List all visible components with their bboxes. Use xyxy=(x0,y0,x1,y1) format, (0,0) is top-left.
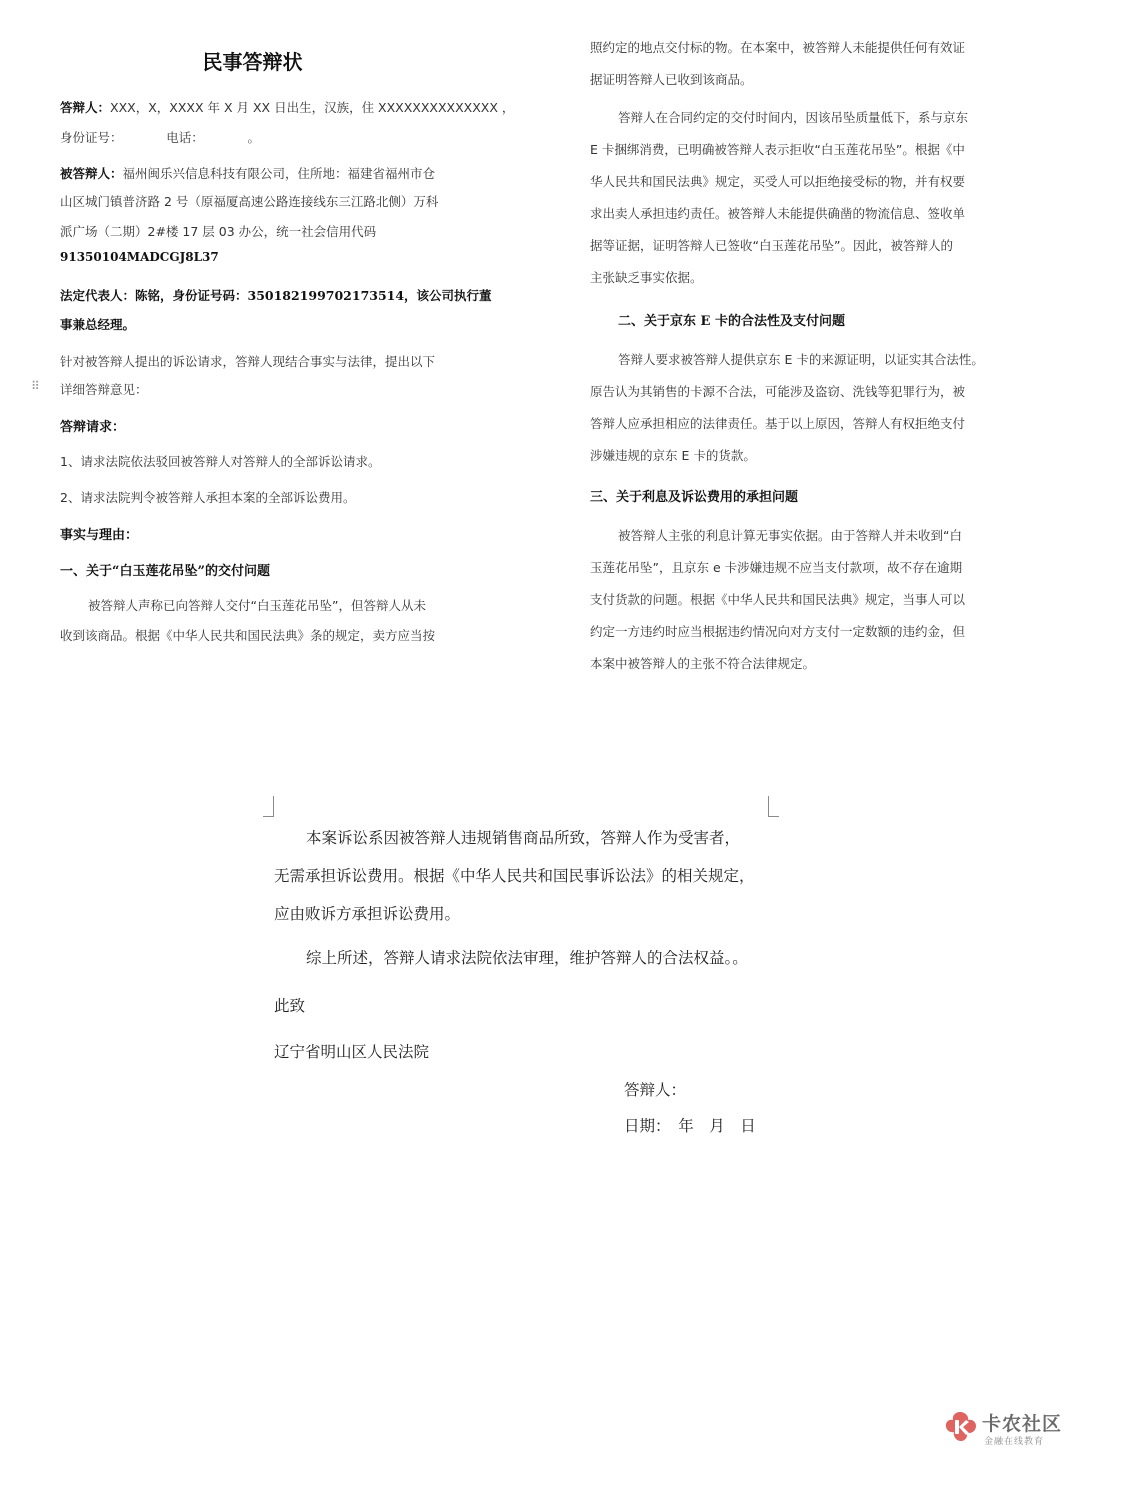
watermark-title: 卡农社区 xyxy=(982,1413,1063,1435)
section-3-line-1: 被答辩人主张的利息计算无事实依据。由于答辩人并未收到“白 xyxy=(618,528,962,543)
section-2-line-4: 涉嫌违规的京东 E 卡的货款。 xyxy=(590,448,756,463)
intro-line-2: 详细答辩意见： xyxy=(60,382,148,397)
intro-line-1: 针对被答辩人提出的诉讼请求，答辩人现结合事实与法律，提出以下 xyxy=(60,354,436,369)
para2-line-5: 据等证据，证明答辩人已签收“白玉莲花吊坠”。因此，被答辩人的 xyxy=(590,238,953,253)
kanong-logo-icon xyxy=(944,1410,978,1444)
plaintiff-info: 福州闽乐兴信息科技有限公司，住所地：福建省福州市仓 xyxy=(122,166,436,181)
section-2-line-1: 答辩人要求被答辩人提供京东 E 卡的来源证明，以证实其合法性。 xyxy=(618,352,984,367)
section-3-line-4: 约定一方违约时应当根据违约情况向对方支付一定数额的违约金，但 xyxy=(590,624,966,639)
legal-representative-line-1: 法定代表人：陈铭，身份证号码：350182199702173514，该公司执行董 xyxy=(60,288,492,303)
para2-line-6: 主张缺乏事实依据。 xyxy=(590,270,703,285)
para2-line-2: E 卡捆绑消费，已明确被答辩人表示拒收“白玉莲花吊坠”。根据《中 xyxy=(590,142,965,157)
plaintiff-address-2: 派广场（二期）2#楼 17 层 03 办公，统一社会信用代码 xyxy=(60,224,377,239)
requests-heading: 答辩请求： xyxy=(60,420,126,435)
page2-signature: 答辩人： xyxy=(624,1081,687,1099)
para2-line-1: 答辩人在合同约定的交付时间内，因该吊坠质量低下，系与京东 xyxy=(618,110,969,125)
watermark-subtitle: 金融在线教育 xyxy=(984,1437,1045,1447)
crop-mark-left xyxy=(263,796,274,817)
request-item-1: 1、请求法院依法驳回被答辩人对答辩人的全部诉讼请求。 xyxy=(60,454,381,469)
respondent-info: XXX，X，XXXX 年 X 月 XX 日出生，汉族，住 XXXXXXXXXXXXXX ， xyxy=(110,100,515,115)
legal-representative-line-2: 事兼总经理。 xyxy=(60,317,136,332)
crop-mark-right xyxy=(768,796,779,817)
plaintiff-label: 被答辩人： xyxy=(60,166,123,181)
section-3-line-5: 本案中被答辩人的主张不符合法律规定。 xyxy=(590,656,816,671)
section-2-line-2: 原告认为其销售的卡源不合法，可能涉及盗窃、洗钱等犯罪行为，被 xyxy=(590,384,966,399)
page2-date: 日期： 年 月 日 xyxy=(624,1117,756,1135)
right-line-1: 照约定的地点交付标的物。在本案中，被答辩人未能提供任何有效证 xyxy=(590,40,966,55)
facts-heading: 事实与理由： xyxy=(60,528,139,543)
page2-para1-line3: 应由败诉方承担诉讼费用。 xyxy=(274,905,461,923)
page2-para1-line1: 本案诉讼系因被答辩人违规销售商品所致，答辩人作为受害者， xyxy=(306,829,741,847)
section-2-heading: 二、关于京东 E 卡的合法性及支付问题 xyxy=(618,314,845,329)
plaintiff-address-1: 山区城门镇普济路 2 号（原福厦高速公路连接线东三江路北侧）万科 xyxy=(60,194,439,209)
page2-salutation: 此致 xyxy=(274,997,306,1015)
watermark xyxy=(944,1408,1074,1448)
section-3-line-2: 玉莲花吊坠”，且京东 e 卡涉嫌违规不应当支付款项，故不存在逾期 xyxy=(590,560,963,575)
para2-line-3: 华人民共和国民法典》规定，买受人可以拒绝接受标的物，并有权要 xyxy=(590,174,966,189)
credit-code: 91350104MADCGJ8L37 xyxy=(60,250,219,264)
section-1-line-2: 收到该商品。根据《中华人民共和国民法典》条的规定，卖方应当按 xyxy=(60,628,436,643)
request-item-2: 2、请求法院判令被答辩人承担本案的全部诉讼费用。 xyxy=(60,490,356,505)
section-2-line-3: 答辩人应承担相应的法律责任。基于以上原因，答辩人有权拒绝支付 xyxy=(590,416,966,431)
respondent-id-phone: 身份证号： 电话： 。 xyxy=(60,130,261,145)
document-title: 民事答辩状 xyxy=(202,50,303,74)
page2-conclusion: 综上所述，答辩人请求法院依法审理，维护答辩人的合法权益。。 xyxy=(306,949,748,967)
section-1-heading: 一、关于“白玉莲花吊坠”的交付问题 xyxy=(60,564,270,579)
section-3-line-3: 支付货款的问题。根据《中华人民共和国民法典》规定，当事人可以 xyxy=(590,592,966,607)
page2-para1-line2: 无需承担诉讼费用。根据《中华人民共和国民事诉讼法》的相关规定， xyxy=(274,867,755,885)
drag-handle-icon[interactable]: ⠿ xyxy=(31,379,39,393)
right-line-2: 据证明答辩人已收到该商品。 xyxy=(590,72,753,87)
section-1-line-1: 被答辩人声称已向答辩人交付“白玉莲花吊坠”，但答辩人从未 xyxy=(88,598,426,613)
para2-line-4: 求出卖人承担违约责任。被答辩人未能提供确凿的物流信息、签收单 xyxy=(590,206,966,221)
page2-court: 辽宁省明山区人民法院 xyxy=(274,1043,430,1061)
section-3-heading: 三、关于利息及诉讼费用的承担问题 xyxy=(590,490,799,505)
respondent-label: 答辩人： xyxy=(60,100,111,115)
